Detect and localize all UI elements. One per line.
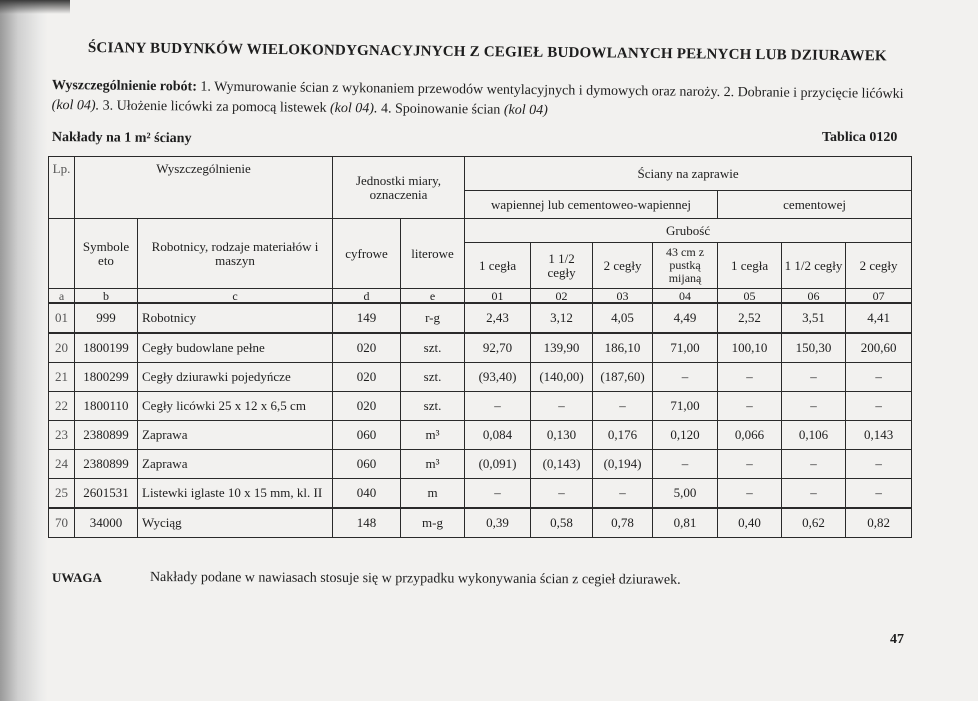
row-name: Cegły budowlane pełne bbox=[138, 333, 333, 363]
row-value-col-04: 0,120 bbox=[653, 421, 718, 450]
page-title: ŚCIANY BUDYNKÓW WIELOKONDYGNACYJNYCH Z CEGIEŁ BUDOWLANYCH PEŁNYCH LUB DZIURAWEK bbox=[87, 40, 887, 65]
row-value-col-01: 0,39 bbox=[465, 508, 531, 538]
row-value-col-07: – bbox=[846, 392, 912, 421]
note-text: Nakłady podane w nawiasach stosuje się w przypadku wykonywania ścian z cegieł dziurawek. bbox=[149, 570, 681, 588]
header-cementowa: cementowej bbox=[718, 191, 912, 219]
letter-b: b bbox=[75, 289, 138, 304]
row-value-col-07: – bbox=[846, 450, 912, 479]
row-lp: 70 bbox=[49, 508, 75, 538]
description-ref-1: (kol 04). bbox=[51, 97, 100, 114]
letter-c: c bbox=[138, 289, 333, 304]
row-value-col-06: – bbox=[782, 363, 846, 392]
row-unit-symbol: m³ bbox=[401, 450, 465, 479]
row-unit-code: 149 bbox=[333, 303, 401, 333]
row-unit-symbol: szt. bbox=[401, 392, 465, 421]
row-value-col-01: 0,084 bbox=[465, 421, 531, 450]
row-name: Zaprawa bbox=[138, 450, 333, 479]
row-value-col-01: 2,43 bbox=[465, 303, 531, 333]
thickness-col-03: 2 cegły bbox=[593, 243, 653, 289]
description-part-1: 1. Wymurowanie ścian z wykonaniem przewodów wentylacyjnych i dymowych oraz naroży. 2. Dobranie i przycięcie lićówki bbox=[196, 79, 904, 102]
row-value-col-03: 4,05 bbox=[593, 303, 653, 333]
table-row bbox=[49, 303, 912, 333]
row-value-col-01: (0,091) bbox=[465, 450, 531, 479]
row-name: Cegły dziurawki pojedyńcze bbox=[138, 363, 333, 392]
letter-07: 07 bbox=[846, 289, 912, 304]
row-unit-code: 040 bbox=[333, 479, 401, 509]
row-value-col-02: – bbox=[531, 392, 593, 421]
row-value-col-07: 4,41 bbox=[846, 303, 912, 333]
row-name: Zaprawa bbox=[138, 421, 333, 450]
row-value-col-07: 0,143 bbox=[846, 421, 912, 450]
row-value-col-04: 4,49 bbox=[653, 303, 718, 333]
row-value-col-03: – bbox=[593, 392, 653, 421]
table-row bbox=[49, 421, 912, 450]
row-value-col-02: 3,12 bbox=[531, 303, 593, 333]
page-shadow-top bbox=[0, 0, 70, 14]
row-value-col-04: 71,00 bbox=[653, 392, 718, 421]
row-lp: 25 bbox=[49, 479, 75, 509]
table-row bbox=[49, 392, 912, 421]
note-label: UWAGA bbox=[52, 570, 102, 585]
row-value-col-06: 0,62 bbox=[782, 508, 846, 538]
row-value-col-02: (0,143) bbox=[531, 450, 593, 479]
thickness-col-06: 1 1/2 cegły bbox=[782, 243, 846, 289]
row-lp: 01 bbox=[49, 303, 75, 333]
header-row-3 bbox=[49, 219, 912, 243]
thickness-col-05: 1 cegła bbox=[718, 243, 782, 289]
row-value-col-05: – bbox=[718, 450, 782, 479]
row-value-col-07: – bbox=[846, 363, 912, 392]
row-value-col-04: 71,00 bbox=[653, 333, 718, 363]
letter-03: 03 bbox=[593, 289, 653, 304]
row-symbol: 34000 bbox=[75, 508, 138, 538]
norms-table bbox=[48, 156, 912, 538]
page-number: 47 bbox=[890, 632, 904, 647]
row-value-col-03: 0,176 bbox=[593, 421, 653, 450]
row-value-col-03: – bbox=[593, 479, 653, 509]
row-value-col-01: – bbox=[465, 479, 531, 509]
header-jednostki: Jednostki miary, oznaczenia bbox=[333, 157, 465, 219]
row-value-col-03: 0,78 bbox=[593, 508, 653, 538]
letter-05: 05 bbox=[718, 289, 782, 304]
header-wyszczegolnienie: Wyszczególnienie bbox=[75, 157, 333, 219]
table-row bbox=[49, 363, 912, 392]
description-part-3: 4. Spoinowanie ścian bbox=[377, 101, 504, 118]
header-sciany: Ściany na zaprawie bbox=[465, 157, 912, 191]
row-value-col-02: 0,58 bbox=[531, 508, 593, 538]
header-wapienna: wapiennej lub cementoweo-wapiennej bbox=[465, 191, 718, 219]
row-symbol: 2380899 bbox=[75, 421, 138, 450]
row-value-col-06: – bbox=[782, 450, 846, 479]
header-cyfrowe: cyfrowe bbox=[333, 219, 401, 289]
row-value-col-03: (0,194) bbox=[593, 450, 653, 479]
row-unit-symbol: m³ bbox=[401, 421, 465, 450]
row-unit-code: 020 bbox=[333, 333, 401, 363]
row-value-col-05: 100,10 bbox=[718, 333, 782, 363]
table-row bbox=[49, 508, 912, 538]
row-unit-code: 060 bbox=[333, 421, 401, 450]
thickness-col-01: 1 cegła bbox=[465, 243, 531, 289]
row-value-col-05: – bbox=[718, 392, 782, 421]
header-grubosc: Grubość bbox=[465, 219, 912, 243]
row-unit-symbol: m-g bbox=[401, 508, 465, 538]
row-value-col-06: 3,51 bbox=[782, 303, 846, 333]
row-value-col-04: – bbox=[653, 363, 718, 392]
table-row bbox=[49, 333, 912, 363]
row-name: Cegły licówki 25 x 12 x 6,5 cm bbox=[138, 392, 333, 421]
row-value-col-04: 5,00 bbox=[653, 479, 718, 509]
row-value-col-04: – bbox=[653, 450, 718, 479]
row-unit-symbol: r-g bbox=[401, 303, 465, 333]
row-symbol: 2380899 bbox=[75, 450, 138, 479]
row-value-col-01: (93,40) bbox=[465, 363, 531, 392]
description-ref-2: (kol 04). bbox=[329, 100, 378, 117]
description-ref-3: (kol 04) bbox=[503, 102, 548, 119]
table-body bbox=[49, 303, 912, 538]
row-lp: 20 bbox=[49, 333, 75, 363]
row-value-col-05: 0,40 bbox=[718, 508, 782, 538]
header-lp-empty bbox=[49, 219, 75, 289]
header-lp: Lp. bbox=[49, 157, 75, 219]
row-lp: 23 bbox=[49, 421, 75, 450]
row-lp: 21 bbox=[49, 363, 75, 392]
row-unit-symbol: szt. bbox=[401, 363, 465, 392]
row-value-col-02: – bbox=[531, 479, 593, 509]
letter-04: 04 bbox=[653, 289, 718, 304]
letter-01: 01 bbox=[465, 289, 531, 304]
row-symbol: 2601531 bbox=[75, 479, 138, 509]
row-value-col-04: 0,81 bbox=[653, 508, 718, 538]
letter-06: 06 bbox=[782, 289, 846, 304]
thickness-col-04: 43 cm z pustką mijaną bbox=[653, 243, 718, 289]
row-value-col-01: 92,70 bbox=[465, 333, 531, 363]
letter-02: 02 bbox=[531, 289, 593, 304]
page-shadow-left bbox=[0, 0, 48, 701]
thickness-col-07: 2 cegły bbox=[846, 243, 912, 289]
row-value-col-06: – bbox=[782, 392, 846, 421]
row-name: Wyciąg bbox=[138, 508, 333, 538]
row-symbol: 1800199 bbox=[75, 333, 138, 363]
row-value-col-05: – bbox=[718, 363, 782, 392]
row-value-col-05: 0,066 bbox=[718, 421, 782, 450]
row-value-col-05: 2,52 bbox=[718, 303, 782, 333]
row-value-col-02: (140,00) bbox=[531, 363, 593, 392]
header-robotnicy: Robotnicy, rodzaje materiałów i maszyn bbox=[138, 219, 333, 289]
row-symbol: 1800110 bbox=[75, 392, 138, 421]
table-number: Tablica 0120 bbox=[822, 130, 898, 145]
row-value-col-03: (187,60) bbox=[593, 363, 653, 392]
row-lp: 22 bbox=[49, 392, 75, 421]
row-value-col-07: – bbox=[846, 479, 912, 509]
header-symbole: Symbole eto bbox=[75, 219, 138, 289]
row-unit-symbol: szt. bbox=[401, 333, 465, 363]
row-unit-code: 148 bbox=[333, 508, 401, 538]
row-lp: 24 bbox=[49, 450, 75, 479]
row-unit-code: 020 bbox=[333, 392, 401, 421]
row-value-col-03: 186,10 bbox=[593, 333, 653, 363]
row-value-col-06: 150,30 bbox=[782, 333, 846, 363]
row-symbol: 1800299 bbox=[75, 363, 138, 392]
row-unit-code: 020 bbox=[333, 363, 401, 392]
row-name: Robotnicy bbox=[138, 303, 333, 333]
description-label: Wyszczególnienie robót: bbox=[51, 77, 198, 95]
letter-e: e bbox=[401, 289, 465, 304]
inputs-heading: Nakłady na 1 m² ściany bbox=[51, 130, 192, 147]
header-literowe: literowe bbox=[401, 219, 465, 289]
table-row bbox=[49, 479, 912, 509]
letter-d: d bbox=[333, 289, 401, 304]
row-symbol: 999 bbox=[75, 303, 138, 333]
row-name: Listewki iglaste 10 x 15 mm, kl. II bbox=[138, 479, 333, 509]
column-letters-row bbox=[49, 289, 912, 304]
row-value-col-05: – bbox=[718, 479, 782, 509]
row-value-col-06: 0,106 bbox=[782, 421, 846, 450]
row-value-col-02: 139,90 bbox=[531, 333, 593, 363]
row-value-col-06: – bbox=[782, 479, 846, 509]
thickness-col-02: 1 1/2 cegły bbox=[531, 243, 593, 289]
header-row-1 bbox=[49, 157, 912, 191]
row-unit-code: 060 bbox=[333, 450, 401, 479]
row-value-col-07: 200,60 bbox=[846, 333, 912, 363]
description-part-2: 3. Ułożenie licówki za pomocą listewek bbox=[99, 98, 331, 116]
works-description bbox=[52, 76, 910, 125]
row-value-col-01: – bbox=[465, 392, 531, 421]
row-value-col-02: 0,130 bbox=[531, 421, 593, 450]
table-row bbox=[49, 450, 912, 479]
row-value-col-07: 0,82 bbox=[846, 508, 912, 538]
letter-a: a bbox=[49, 289, 75, 304]
row-unit-symbol: m bbox=[401, 479, 465, 509]
